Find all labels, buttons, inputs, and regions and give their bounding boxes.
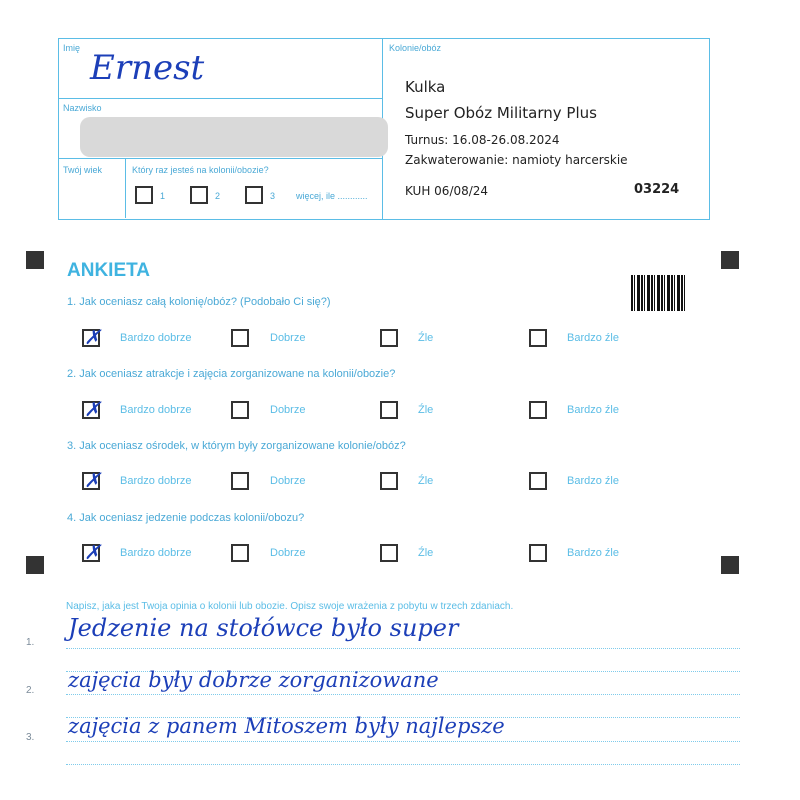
turnus bbox=[405, 133, 560, 147]
question-1: 1. Jak oceniasz całą kolonię/obóz? (Podobało Ci się?) bbox=[67, 296, 331, 308]
q1-option-zle[interactable] bbox=[380, 329, 398, 347]
q1-label-zle: Źle bbox=[418, 332, 434, 344]
visit-count-label-more: więcej, ile ............ bbox=[296, 191, 368, 201]
q3-label-bardzo-dobrze: Bardzo dobrze bbox=[120, 475, 192, 487]
q2-option-dobrze[interactable] bbox=[231, 401, 249, 419]
q3-option-bardzo-dobrze[interactable] bbox=[82, 468, 101, 492]
q4-label-bardzo-dobrze: Bardzo dobrze bbox=[120, 547, 192, 559]
divider bbox=[58, 98, 383, 99]
q4-option-bardzo-zle[interactable] bbox=[529, 544, 547, 562]
q4-label-bardzo-zle: Bardzo źle bbox=[567, 547, 619, 559]
line-number-1: 1. bbox=[26, 637, 35, 648]
q1-option-bardzo-dobrze[interactable] bbox=[82, 325, 101, 349]
writing-line bbox=[66, 741, 740, 742]
imie-handwritten: Ernest bbox=[90, 48, 205, 88]
q4-option-bardzo-dobrze[interactable] bbox=[82, 540, 101, 564]
checkmark-icon: ✗ bbox=[84, 397, 101, 421]
imie-label: Imię bbox=[63, 43, 81, 53]
q2-label-zle: Źle bbox=[418, 404, 434, 416]
q3-label-dobrze: Dobrze bbox=[270, 475, 306, 487]
q2-label-bardzo-dobrze: Bardzo dobrze bbox=[120, 404, 192, 416]
q3-option-dobrze[interactable] bbox=[231, 472, 249, 490]
redaction-bar bbox=[80, 117, 388, 157]
q2-label-dobrze: Dobrze bbox=[270, 404, 306, 416]
opinion-line-3[interactable]: zajęcia z panem Mitoszem były najlepsze bbox=[68, 714, 505, 738]
zakwaterowanie-label: Zakwaterowanie: bbox=[405, 153, 509, 167]
question-3: 3. Jak oceniasz ośrodek, w którym były zorganizowane kolonie/obóz? bbox=[67, 440, 406, 452]
q3-label-bardzo-zle: Bardzo źle bbox=[567, 475, 619, 487]
checkmark-icon: ✗ bbox=[84, 325, 101, 349]
checkmark-icon: ✗ bbox=[84, 468, 101, 492]
visit-count-label-2: 2 bbox=[215, 191, 221, 201]
writing-line bbox=[66, 764, 740, 765]
survey-title: ANKIETA bbox=[67, 260, 151, 281]
q4-option-zle[interactable] bbox=[380, 544, 398, 562]
visit-count-label-3: 3 bbox=[270, 191, 276, 201]
turnus-value: 16.08-26.08.2024 bbox=[452, 133, 560, 147]
visit-count-checkbox-1[interactable] bbox=[135, 186, 153, 204]
camp-name: Kulka bbox=[405, 78, 446, 96]
line-number-2: 2. bbox=[26, 685, 35, 696]
wiek-label: Twój wiek bbox=[63, 165, 103, 175]
kolonia-label: Kolonie/obóz bbox=[389, 43, 442, 53]
q1-label-dobrze: Dobrze bbox=[270, 332, 306, 344]
q2-label-bardzo-zle: Bardzo źle bbox=[567, 404, 619, 416]
q1-label-bardzo-dobrze: Bardzo dobrze bbox=[120, 332, 192, 344]
form-number: 03224 bbox=[634, 182, 680, 197]
question-4: 4. Jak oceniasz jedzenie podczas kolonii/obozu? bbox=[67, 512, 305, 524]
visit-count-label-1: 1 bbox=[160, 191, 166, 201]
visit-count-checkbox-3[interactable] bbox=[245, 186, 263, 204]
opinion-line-2[interactable]: zajęcia były dobrze zorganizowane bbox=[68, 668, 439, 692]
registration-mark bbox=[721, 556, 739, 574]
line-number-3: 3. bbox=[26, 732, 35, 743]
q3-option-zle[interactable] bbox=[380, 472, 398, 490]
q4-option-dobrze[interactable] bbox=[231, 544, 249, 562]
writing-line bbox=[66, 694, 740, 695]
q4-label-zle: Źle bbox=[418, 547, 434, 559]
camp-title: Super Obóz Militarny Plus bbox=[405, 104, 597, 122]
registration-mark bbox=[26, 556, 44, 574]
q3-option-bardzo-zle[interactable] bbox=[529, 472, 547, 490]
registration-mark bbox=[721, 251, 739, 269]
q2-option-zle[interactable] bbox=[380, 401, 398, 419]
turnus-label: Turnus: bbox=[405, 133, 449, 147]
nazwisko-label: Nazwisko bbox=[63, 103, 102, 113]
q2-option-bardzo-zle[interactable] bbox=[529, 401, 547, 419]
opinion-line-1[interactable]: Jedzenie na stołówce było super bbox=[68, 614, 459, 642]
q1-option-dobrze[interactable] bbox=[231, 329, 249, 347]
writing-line bbox=[66, 648, 740, 649]
zakwaterowanie bbox=[405, 153, 628, 167]
q1-label-bardzo-zle: Bardzo źle bbox=[567, 332, 619, 344]
visit-count-checkbox-2[interactable] bbox=[190, 186, 208, 204]
q2-option-bardzo-dobrze[interactable] bbox=[82, 397, 101, 421]
zakwaterowanie-value: namioty harcerskie bbox=[512, 153, 628, 167]
q1-option-bardzo-zle[interactable] bbox=[529, 329, 547, 347]
barcode bbox=[631, 275, 686, 311]
checkmark-icon: ✗ bbox=[84, 540, 101, 564]
q4-label-dobrze: Dobrze bbox=[270, 547, 306, 559]
question-2: 2. Jak oceniasz atrakcje i zajęcia zorganizowane na kolonii/obozie? bbox=[67, 368, 396, 380]
q3-label-zle: Źle bbox=[418, 475, 434, 487]
camp-code: KUH 06/08/24 bbox=[405, 184, 489, 198]
divider bbox=[58, 158, 383, 159]
registration-mark bbox=[26, 251, 44, 269]
divider bbox=[125, 158, 126, 218]
opinion-prompt: Napisz, jaka jest Twoja opinia o kolonii lub obozie. Opisz swoje wrażenia z pobytu w trzech zdaniach. bbox=[66, 601, 514, 612]
ktory-raz-label: Który raz jesteś na kolonii/obozie? bbox=[132, 165, 269, 175]
